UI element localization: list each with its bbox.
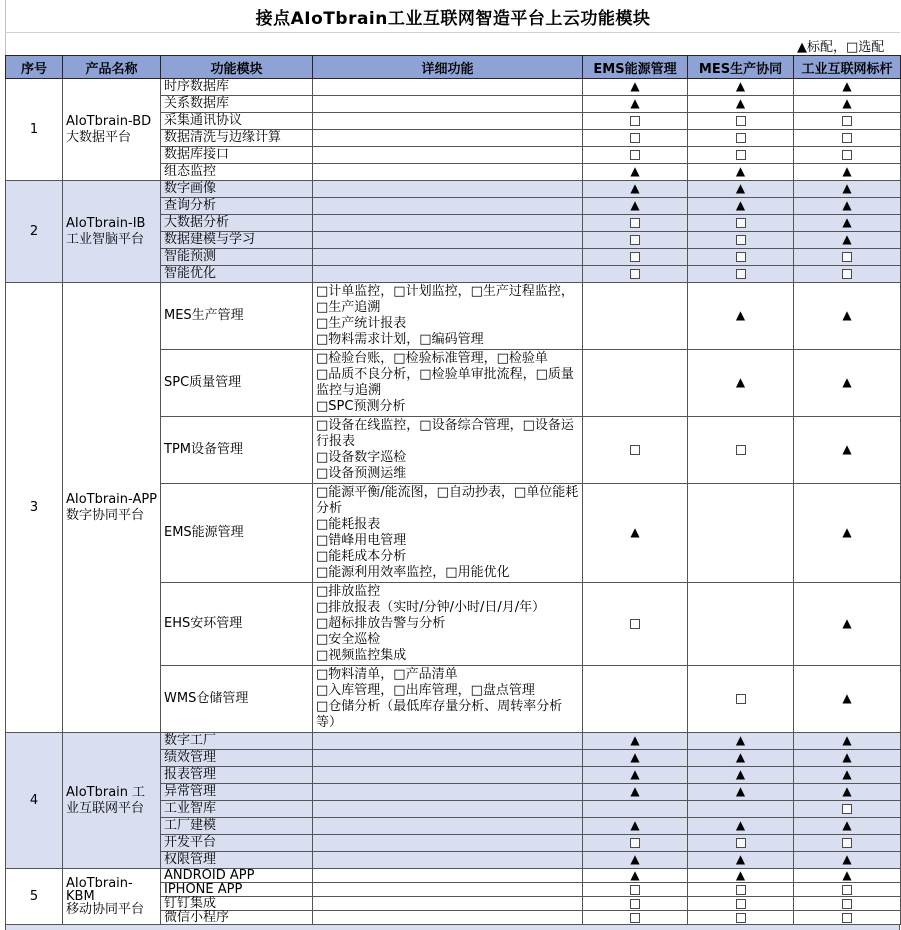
standard-mark-icon: ▲	[842, 164, 852, 178]
mark-cell[interactable]	[794, 198, 901, 215]
mark-cell[interactable]	[688, 767, 794, 784]
standard-mark-icon: ▲	[630, 852, 640, 866]
detail-cell[interactable]	[313, 801, 583, 818]
col-header-product[interactable]: 产品名称	[63, 56, 161, 79]
optional-mark-icon	[842, 116, 852, 126]
standard-mark-icon: ▲	[842, 181, 852, 195]
mark-cell[interactable]	[688, 583, 794, 666]
mark-cell[interactable]	[583, 130, 688, 147]
mark-cell[interactable]	[583, 266, 688, 283]
mark-cell[interactable]	[688, 801, 794, 818]
header-row	[6, 56, 901, 79]
mark-cell[interactable]	[794, 266, 901, 283]
optional-mark-icon	[630, 235, 640, 245]
detail-line: □安全巡检	[316, 632, 381, 647]
standard-mark-icon: ▲	[842, 818, 852, 832]
legend-band	[5, 32, 900, 55]
function-module-table	[5, 55, 901, 925]
product-name-cell[interactable]	[63, 79, 161, 181]
optional-mark-icon	[736, 116, 746, 126]
mark-cell[interactable]	[583, 801, 688, 818]
mark-cell[interactable]	[688, 897, 794, 911]
mark-cell[interactable]	[583, 583, 688, 666]
marks-legend: ▲标配，□选配	[797, 40, 885, 55]
mark-cell[interactable]	[583, 215, 688, 232]
group-number-cell[interactable]: 5	[6, 869, 63, 925]
mark-cell[interactable]	[794, 232, 901, 249]
optional-mark-icon	[736, 885, 746, 895]
mark-cell[interactable]	[583, 283, 688, 350]
mark-cell[interactable]	[688, 350, 794, 417]
module-cell[interactable]: WMS仓储管理	[161, 666, 313, 733]
module-cell[interactable]: EMS能源管理	[161, 484, 313, 583]
module-cell[interactable]: TPM设备管理	[161, 417, 313, 484]
module-cell[interactable]: 数据清洗与边缘计算	[161, 130, 313, 147]
optional-mark-icon	[630, 445, 640, 455]
mark-cell[interactable]	[794, 733, 901, 750]
mark-cell[interactable]	[583, 666, 688, 733]
mark-cell[interactable]	[688, 232, 794, 249]
mark-cell[interactable]	[794, 484, 901, 583]
standard-mark-icon: ▲	[842, 79, 852, 93]
mark-cell[interactable]	[583, 113, 688, 130]
optional-mark-icon	[736, 133, 746, 143]
product-name-cell[interactable]	[63, 283, 161, 733]
mark-cell[interactable]	[794, 784, 901, 801]
product-name-line: AIoTbrain-IB	[66, 215, 146, 231]
standard-mark-icon: ▲	[842, 232, 852, 246]
detail-cell[interactable]	[313, 835, 583, 852]
detail-cell[interactable]	[313, 181, 583, 198]
optional-mark-icon	[630, 269, 640, 279]
optional-mark-icon	[842, 899, 852, 909]
optional-mark-icon	[842, 913, 852, 923]
optional-mark-icon	[842, 838, 852, 848]
detail-cell[interactable]	[313, 583, 583, 666]
detail-line: □设备预测运维	[316, 466, 407, 481]
mark-cell[interactable]	[794, 767, 901, 784]
mark-cell[interactable]	[794, 96, 901, 113]
mark-cell[interactable]	[688, 215, 794, 232]
module-cell[interactable]: 数字工厂	[161, 733, 313, 750]
mark-cell[interactable]	[583, 750, 688, 767]
module-cell[interactable]: 智能优化	[161, 266, 313, 283]
module-cell[interactable]: 绩效管理	[161, 750, 313, 767]
optional-mark-icon	[630, 885, 640, 895]
mark-cell[interactable]	[794, 113, 901, 130]
mark-cell[interactable]	[583, 835, 688, 852]
module-cell[interactable]: MES生产管理	[161, 283, 313, 350]
standard-mark-icon: ▲	[842, 375, 852, 389]
detail-cell[interactable]	[313, 666, 583, 733]
standard-mark-icon: ▲	[842, 868, 852, 882]
mark-cell[interactable]	[688, 96, 794, 113]
mark-cell[interactable]	[583, 911, 688, 925]
detail-line: □设备在线监控，□设备综合管理，□设备运行报表	[316, 418, 574, 449]
group-number-cell[interactable]: 4	[6, 733, 63, 869]
mark-cell[interactable]	[583, 883, 688, 897]
mark-cell[interactable]	[583, 181, 688, 198]
optional-mark-icon	[736, 913, 746, 923]
detail-line: □超标排放告警与分析	[316, 616, 446, 631]
mark-cell[interactable]	[688, 733, 794, 750]
detail-line: □仓储分析（最低库存量分析、周转率分析等）	[316, 699, 563, 730]
module-cell[interactable]: 组态监控	[161, 164, 313, 181]
standard-mark-icon: ▲	[735, 868, 746, 882]
detail-line: □能耗成本分析	[316, 549, 407, 564]
detail-cell[interactable]	[313, 852, 583, 869]
mark-cell[interactable]	[688, 417, 794, 484]
detail-cell[interactable]	[313, 232, 583, 249]
mark-cell[interactable]	[794, 181, 901, 198]
product-name-cell[interactable]	[63, 869, 161, 925]
mark-cell[interactable]	[794, 911, 901, 925]
detail-cell[interactable]	[313, 818, 583, 835]
optional-mark-icon	[842, 804, 852, 814]
mark-cell[interactable]	[794, 249, 901, 266]
col-header-detail[interactable]: 详细功能	[313, 56, 583, 79]
optional-mark-icon	[736, 445, 746, 455]
module-cell[interactable]: 数据建模与学习	[161, 232, 313, 249]
standard-mark-icon: ▲	[630, 733, 640, 747]
product-name-line: AIoTbrain-APP	[66, 491, 158, 507]
standard-mark-icon: ▲	[630, 818, 640, 832]
mark-cell[interactable]	[583, 147, 688, 164]
detail-cell[interactable]	[313, 767, 583, 784]
mark-cell[interactable]	[583, 733, 688, 750]
col-header-benchmark[interactable]: 工业互联网标杆	[794, 56, 901, 79]
standard-mark-icon: ▲	[735, 733, 746, 747]
mark-cell[interactable]	[583, 198, 688, 215]
module-cell[interactable]: 大数据分析	[161, 215, 313, 232]
mark-cell[interactable]	[688, 835, 794, 852]
mark-cell[interactable]	[794, 750, 901, 767]
optional-mark-icon	[842, 885, 852, 895]
standard-mark-icon: ▲	[735, 767, 746, 781]
detail-cell[interactable]	[313, 79, 583, 96]
standard-mark-icon: ▲	[842, 691, 852, 705]
page-title: 接点AIoTbrain工业互联网智造平台上云功能模块	[255, 8, 651, 29]
detail-line: □排放报表（实时/分钟/小时/日/月/年）	[316, 600, 546, 615]
standard-mark-icon: ▲	[842, 308, 852, 322]
mark-cell[interactable]	[688, 818, 794, 835]
group-number-cell[interactable]: 3	[6, 283, 63, 733]
detail-cell[interactable]	[313, 750, 583, 767]
detail-cell[interactable]	[313, 147, 583, 164]
module-cell[interactable]: 异常管理	[161, 784, 313, 801]
mark-cell[interactable]	[583, 767, 688, 784]
mark-cell[interactable]	[688, 113, 794, 130]
standard-mark-icon: ▲	[735, 750, 746, 764]
mark-cell[interactable]	[688, 283, 794, 350]
module-cell[interactable]: 时序数据库	[161, 79, 313, 96]
standard-mark-icon: ▲	[735, 818, 746, 832]
table-row	[6, 733, 901, 750]
detail-cell[interactable]	[313, 883, 583, 897]
detail-line: □入库管理，□出库管理，□盘点管理	[316, 683, 535, 698]
mark-cell[interactable]	[583, 96, 688, 113]
standard-mark-icon: ▲	[630, 784, 640, 798]
detail-line: □视频监控集成	[316, 648, 407, 663]
standard-mark-icon: ▲	[735, 181, 746, 195]
standard-mark-icon: ▲	[735, 308, 746, 322]
standard-mark-icon: ▲	[735, 852, 746, 866]
module-cell[interactable]: 数据库接口	[161, 147, 313, 164]
partial-next-row	[5, 925, 900, 930]
standard-mark-icon: ▲	[842, 442, 852, 456]
detail-line: □能耗报表	[316, 517, 381, 532]
mark-cell[interactable]	[688, 79, 794, 96]
optional-mark-icon	[842, 252, 852, 262]
product-name-cell[interactable]	[63, 181, 161, 283]
mark-cell[interactable]	[583, 818, 688, 835]
module-cell[interactable]: 微信小程序	[161, 911, 313, 925]
product-name-cell[interactable]	[63, 733, 161, 869]
module-cell[interactable]: 报表管理	[161, 767, 313, 784]
mark-cell[interactable]	[688, 181, 794, 198]
product-name-line: 移动协同平台	[66, 902, 145, 917]
standard-mark-icon: ▲	[630, 96, 640, 110]
mark-cell[interactable]	[688, 784, 794, 801]
standard-mark-icon: ▲	[735, 198, 746, 212]
detail-line: □排放监控	[316, 584, 381, 599]
mark-cell[interactable]	[583, 417, 688, 484]
detail-cell[interactable]	[313, 283, 583, 350]
mark-cell[interactable]	[794, 164, 901, 181]
standard-mark-icon: ▲	[842, 96, 852, 110]
standard-mark-icon: ▲	[842, 198, 852, 212]
detail-cell[interactable]	[313, 249, 583, 266]
mark-cell[interactable]	[794, 852, 901, 869]
module-cell[interactable]: 数字画像	[161, 181, 313, 198]
title-band	[5, 0, 900, 32]
module-cell[interactable]: EHS安环管理	[161, 583, 313, 666]
detail-line: □设备数字巡检	[316, 450, 407, 465]
mark-cell[interactable]	[688, 164, 794, 181]
optional-mark-icon	[630, 252, 640, 262]
standard-mark-icon: ▲	[842, 767, 852, 781]
standard-mark-icon: ▲	[630, 181, 640, 195]
mark-cell[interactable]	[794, 350, 901, 417]
detail-cell[interactable]	[313, 911, 583, 925]
optional-mark-icon	[630, 133, 640, 143]
optional-mark-icon	[630, 150, 640, 160]
col-header-ems[interactable]: EMS能源管理	[583, 56, 688, 79]
detail-cell[interactable]	[313, 484, 583, 583]
optional-mark-icon	[630, 116, 640, 126]
standard-mark-icon: ▲	[842, 525, 852, 539]
module-cell[interactable]: 工厂建模	[161, 818, 313, 835]
mark-cell[interactable]	[583, 897, 688, 911]
standard-mark-icon: ▲	[735, 164, 746, 178]
mark-cell[interactable]	[583, 232, 688, 249]
standard-mark-icon: ▲	[630, 525, 640, 539]
mark-cell[interactable]	[688, 130, 794, 147]
standard-mark-icon: ▲	[630, 164, 640, 178]
optional-mark-icon	[630, 838, 640, 848]
detail-cell[interactable]	[313, 130, 583, 147]
mark-cell[interactable]	[583, 350, 688, 417]
detail-cell[interactable]	[313, 164, 583, 181]
mark-cell[interactable]	[688, 266, 794, 283]
optional-mark-icon	[736, 235, 746, 245]
module-cell[interactable]: IPHONE APP	[161, 883, 313, 897]
mark-cell[interactable]	[794, 215, 901, 232]
mark-cell[interactable]	[688, 198, 794, 215]
mark-cell[interactable]	[583, 164, 688, 181]
detail-line: □物料清单，□产品清单	[316, 667, 458, 682]
product-name-line: AIoTbrain-KBM	[66, 876, 133, 904]
mark-cell[interactable]	[794, 801, 901, 818]
mark-cell[interactable]	[688, 911, 794, 925]
detail-cell[interactable]	[313, 350, 583, 417]
mark-cell[interactable]	[794, 417, 901, 484]
mark-cell[interactable]	[688, 750, 794, 767]
optional-mark-icon	[630, 619, 640, 629]
mark-cell[interactable]	[583, 79, 688, 96]
standard-mark-icon: ▲	[842, 733, 852, 747]
optional-mark-icon	[630, 913, 640, 923]
detail-line: □生产统计报表	[316, 316, 407, 331]
mark-cell[interactable]	[583, 869, 688, 883]
standard-mark-icon: ▲	[735, 784, 746, 798]
standard-mark-icon: ▲	[630, 868, 640, 882]
detail-line: □SPC预测分析	[316, 399, 406, 414]
module-cell[interactable]: 钉钉集成	[161, 897, 313, 911]
mark-cell[interactable]	[794, 147, 901, 164]
standard-mark-icon: ▲	[842, 750, 852, 764]
optional-mark-icon	[736, 899, 746, 909]
col-header-mes[interactable]: MES生产协同	[688, 56, 794, 79]
table-body	[6, 79, 901, 925]
standard-mark-icon: ▲	[630, 750, 640, 764]
optional-mark-icon	[842, 133, 852, 143]
standard-mark-icon: ▲	[735, 375, 746, 389]
detail-cell[interactable]	[313, 733, 583, 750]
module-cell[interactable]: 权限管理	[161, 852, 313, 869]
module-cell[interactable]: 开发平台	[161, 835, 313, 852]
mark-cell[interactable]	[794, 583, 901, 666]
mark-cell[interactable]	[583, 784, 688, 801]
module-cell[interactable]: 采集通讯协议	[161, 113, 313, 130]
product-name-line: 数字协同平台	[66, 507, 145, 523]
standard-mark-icon: ▲	[842, 852, 852, 866]
standard-mark-icon: ▲	[842, 784, 852, 798]
mark-cell[interactable]	[688, 249, 794, 266]
group-number-cell[interactable]: 2	[6, 181, 63, 283]
detail-cell[interactable]	[313, 266, 583, 283]
detail-line: □品质不良分析，□检验单审批流程，□质量监控与追溯	[316, 367, 574, 398]
mark-cell[interactable]	[794, 283, 901, 350]
detail-line: □物料需求计划，□编码管理	[316, 332, 484, 347]
mark-cell[interactable]	[794, 130, 901, 147]
mark-cell[interactable]	[794, 883, 901, 897]
product-name-line: 业互联网平台	[66, 800, 145, 816]
mark-cell[interactable]	[794, 869, 901, 883]
mark-cell[interactable]	[794, 666, 901, 733]
mark-cell[interactable]	[688, 484, 794, 583]
detail-cell[interactable]	[313, 417, 583, 484]
mark-cell[interactable]	[688, 869, 794, 883]
group-number-cell[interactable]: 1	[6, 79, 63, 181]
detail-line: □计单监控，□计划监控，□生产过程监控，□生产追溯	[316, 284, 574, 315]
optional-mark-icon	[736, 838, 746, 848]
mark-cell[interactable]	[688, 852, 794, 869]
optional-mark-icon	[842, 269, 852, 279]
detail-line: □检验台账，□检验标准管理，□检验单	[316, 351, 548, 366]
table-row	[6, 79, 901, 96]
optional-mark-icon	[736, 150, 746, 160]
optional-mark-icon	[842, 150, 852, 160]
table-row	[6, 283, 901, 350]
mark-cell[interactable]	[794, 897, 901, 911]
mark-cell[interactable]	[794, 835, 901, 852]
mark-cell[interactable]	[688, 666, 794, 733]
mark-cell[interactable]	[794, 818, 901, 835]
standard-mark-icon: ▲	[842, 215, 852, 229]
module-cell[interactable]: 智能预测	[161, 249, 313, 266]
mark-cell[interactable]	[583, 484, 688, 583]
detail-line: □能源平衡/能流图，□自动抄表，□单位能耗分析	[316, 485, 579, 516]
module-cell[interactable]: 关系数据库	[161, 96, 313, 113]
detail-cell[interactable]	[313, 215, 583, 232]
detail-cell[interactable]	[313, 897, 583, 911]
standard-mark-icon: ▲	[735, 96, 746, 110]
product-name-line: AIoTbrain-BD	[66, 113, 152, 129]
standard-mark-icon: ▲	[630, 198, 640, 212]
table-row	[6, 869, 901, 883]
optional-mark-icon	[630, 899, 640, 909]
standard-mark-icon: ▲	[842, 616, 852, 630]
optional-mark-icon	[630, 218, 640, 228]
detail-cell[interactable]	[313, 96, 583, 113]
module-cell[interactable]: ANDROID APP	[161, 869, 313, 883]
mark-cell[interactable]	[688, 883, 794, 897]
product-name-line: 工业智脑平台	[66, 231, 145, 247]
product-name-line: AIoTbrain 工	[66, 784, 146, 800]
detail-line: □错峰用电管理	[316, 533, 407, 548]
standard-mark-icon: ▲	[630, 79, 640, 93]
module-cell[interactable]: 工业智库	[161, 801, 313, 818]
optional-mark-icon	[736, 252, 746, 262]
module-cell[interactable]: SPC质量管理	[161, 350, 313, 417]
detail-cell[interactable]	[313, 198, 583, 215]
optional-mark-icon	[736, 694, 746, 704]
optional-mark-icon	[736, 269, 746, 279]
detail-cell[interactable]	[313, 113, 583, 130]
product-name-line: 大数据平台	[66, 129, 132, 145]
detail-cell[interactable]	[313, 784, 583, 801]
standard-mark-icon: ▲	[735, 79, 746, 93]
mark-cell[interactable]	[583, 249, 688, 266]
mark-cell[interactable]	[583, 852, 688, 869]
module-cell[interactable]: 查询分析	[161, 198, 313, 215]
col-header-no[interactable]: 序号	[6, 56, 63, 79]
mark-cell[interactable]	[688, 147, 794, 164]
mark-cell[interactable]	[794, 79, 901, 96]
detail-cell[interactable]	[313, 869, 583, 883]
optional-mark-icon	[736, 218, 746, 228]
standard-mark-icon: ▲	[630, 767, 640, 781]
table-row	[6, 181, 901, 198]
detail-line: □能源利用效率监控，□用能优化	[316, 565, 510, 580]
col-header-module[interactable]: 功能模块	[161, 56, 313, 79]
